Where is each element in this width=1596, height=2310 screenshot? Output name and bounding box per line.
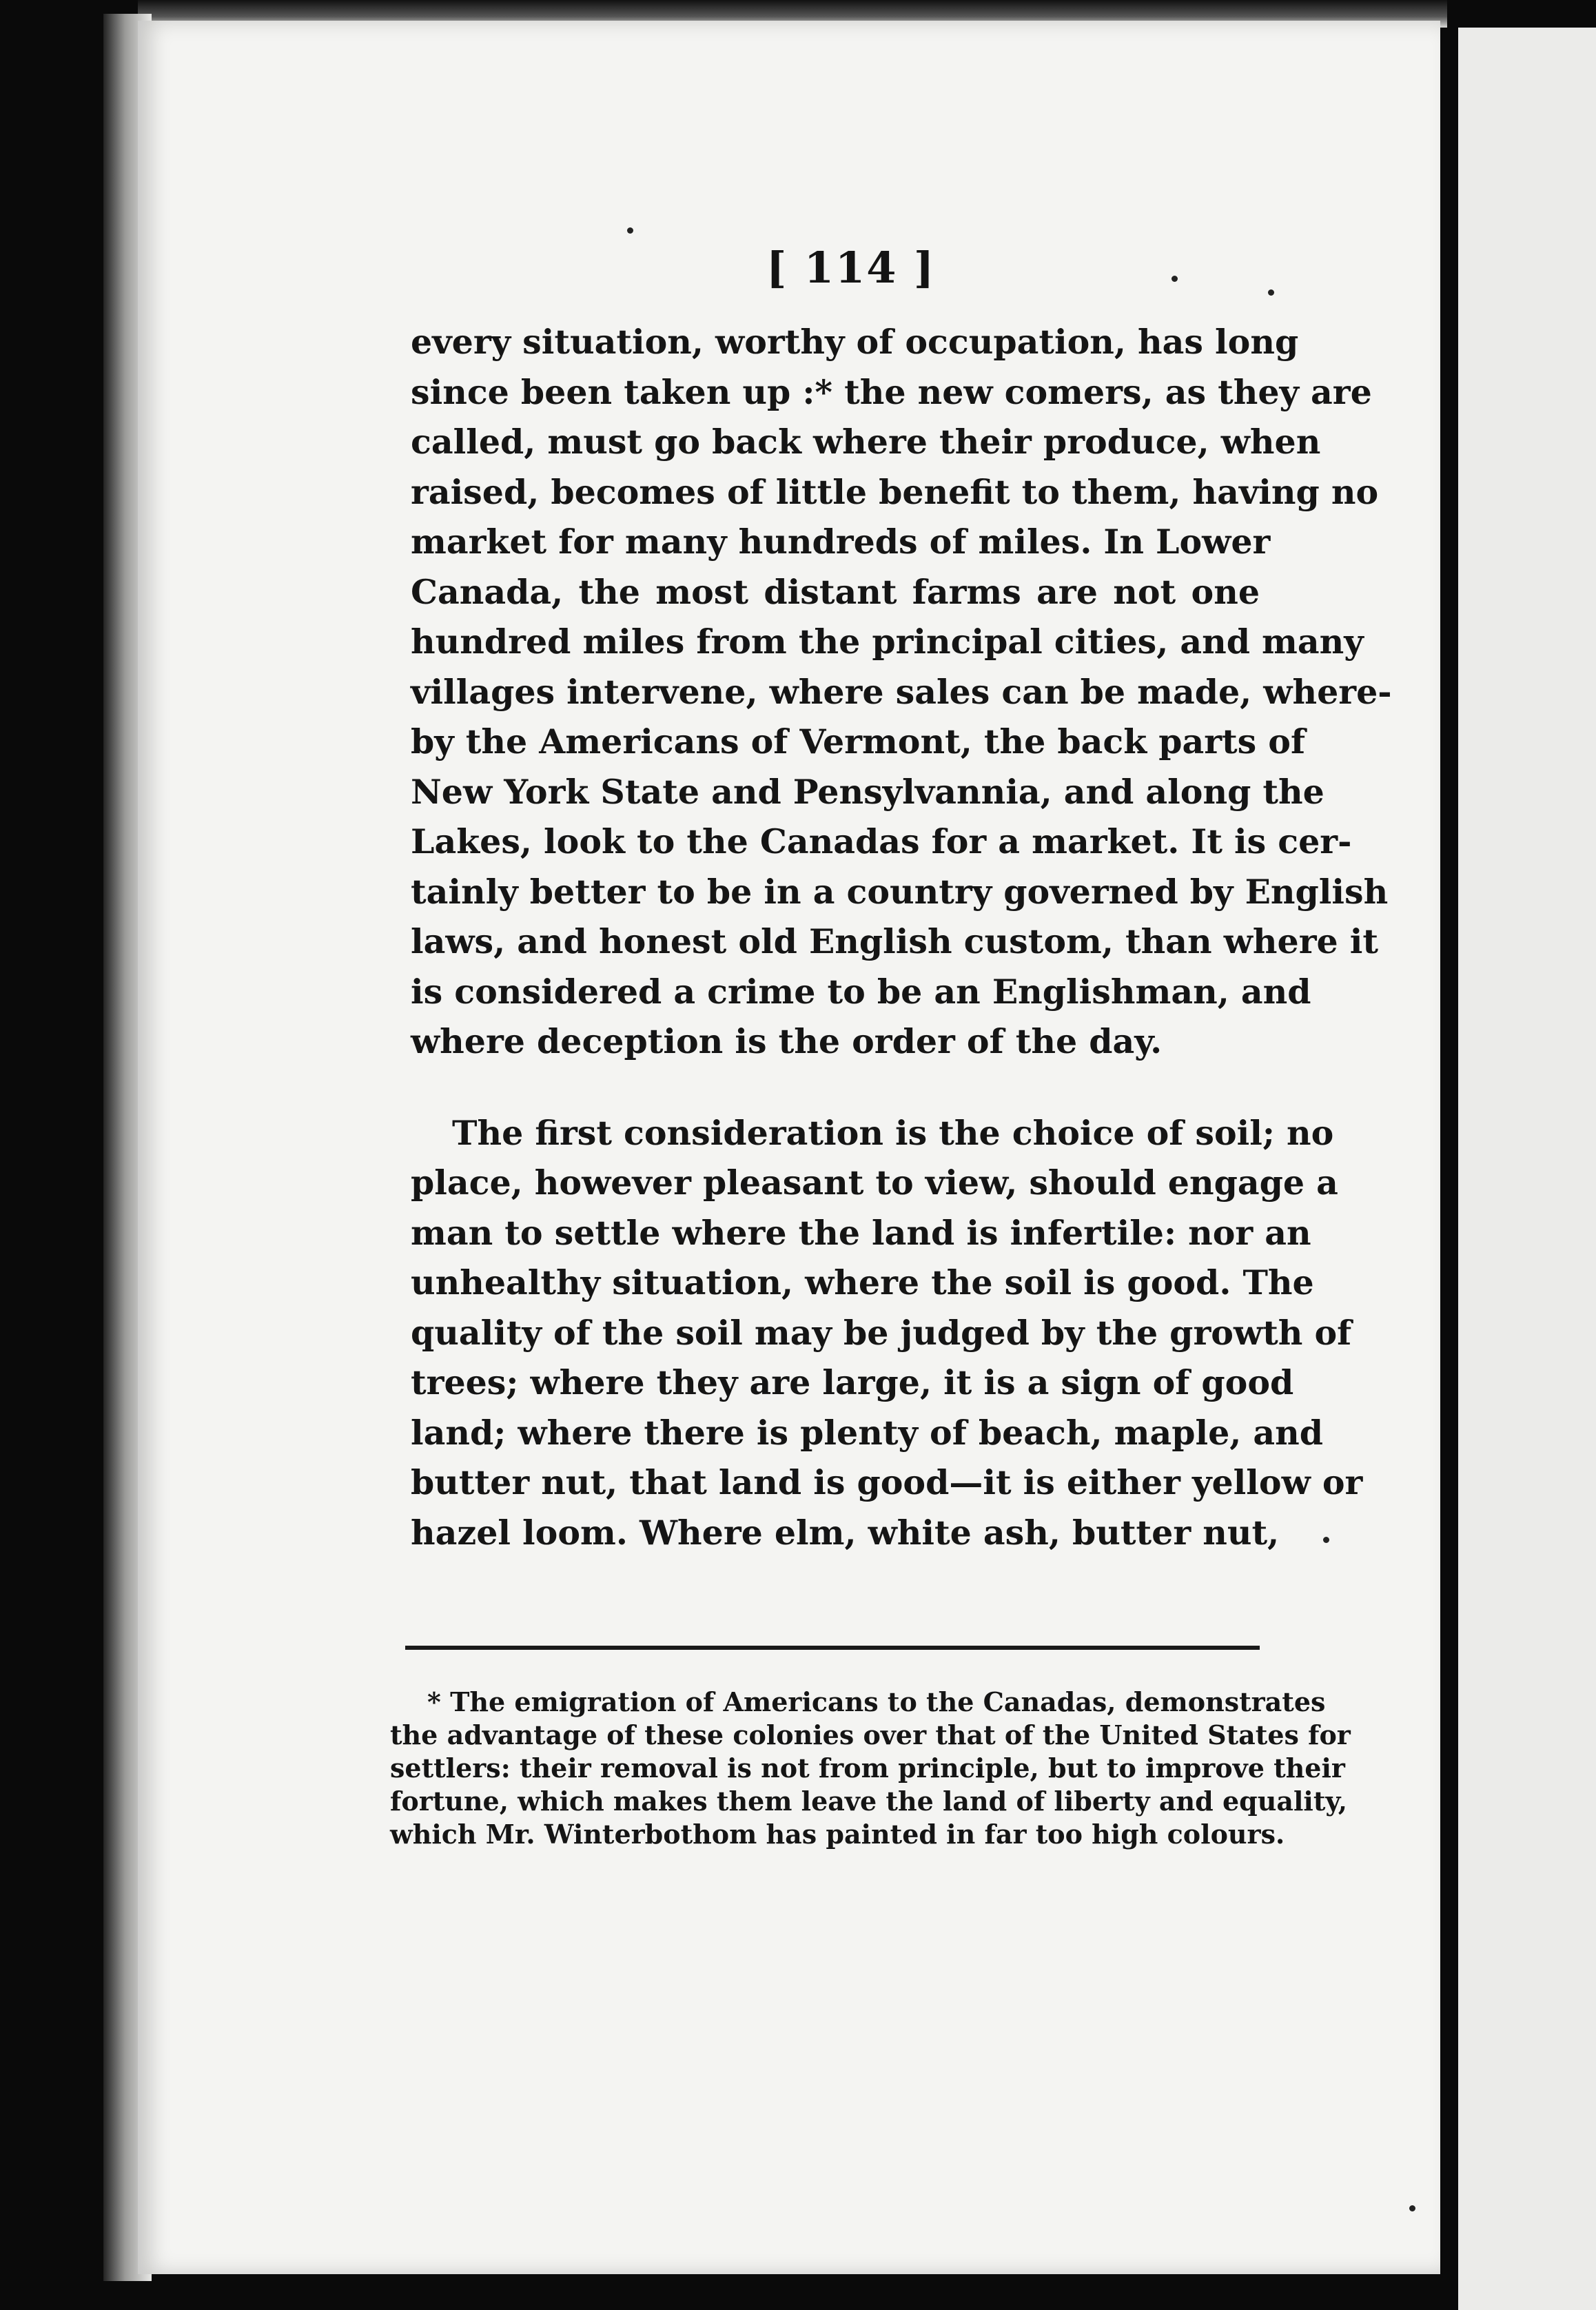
ink-speck: [1268, 289, 1274, 296]
text-line: called, must go back where their produce, when: [411, 422, 1321, 462]
text-line: hundred miles from the principal cities, and many: [411, 622, 1364, 662]
text-line: butter nut, that land is good—it is either yellow or: [411, 1462, 1363, 1502]
footnote-line: fortune, which makes them leave the land of liberty and equality,: [390, 1786, 1348, 1817]
ink-speck: [1409, 2205, 1415, 2211]
text-line: place, however pleasant to view, should engage a: [411, 1163, 1338, 1203]
text-line: raised, becomes of little benefit to them, having no: [411, 471, 1379, 512]
text-line: since been taken up :* the new comers, as they are: [411, 371, 1372, 412]
text-line: laws, and honest old English custom, than where it: [411, 921, 1378, 961]
body-text: [411, 317, 1392, 1557]
page-number: [ 114 ]: [766, 243, 936, 293]
text-line: The first consideration is the choice of soil; no: [452, 1112, 1334, 1153]
footnote-rule: [405, 1646, 1260, 1650]
text-line: land; where there is plenty of beach, maple, and: [411, 1412, 1324, 1453]
text-line: unhealthy situation, where the soil is good. The: [411, 1263, 1314, 1302]
ink-speck: [627, 227, 633, 234]
text-line: by the Americans of Vermont, the back parts of: [411, 722, 1306, 762]
text-line: Canada, the most distant farms are not one: [411, 571, 1260, 612]
ink-speck: [1172, 276, 1178, 282]
facing-page-edge: [1458, 28, 1596, 2310]
text-line: where deception is the order of the day.: [411, 1021, 1163, 1061]
footnote-line: * The emigration of Americans to the Canadas, demonstrates: [427, 1686, 1326, 1717]
text-line: every situation, worthy of occupation, has long: [411, 322, 1299, 362]
text-line: tainly better to be in a country governed by English: [411, 871, 1389, 912]
text-line: quality of the soil may be judged by the growth of: [411, 1312, 1352, 1353]
paragraph-1: [411, 317, 1392, 1067]
text-line: hazel loom. Where elm, white ash, butter nut,: [411, 1512, 1280, 1553]
footnote-line: the advantage of these colonies over that of the United States for: [390, 1719, 1351, 1750]
text-line: man to settle where the land is infertile: nor an: [411, 1212, 1311, 1253]
text-line: Lakes, look to the Canadas for a market. It is cer-: [411, 821, 1352, 861]
ink-speck: [1323, 1537, 1329, 1543]
text-line: is considered a crime to be an Englishman, and: [411, 971, 1311, 1012]
footnote: [390, 1686, 1351, 1851]
text-line: villages intervene, where sales can be made, where-: [411, 671, 1392, 712]
paragraph-2: [411, 1108, 1363, 1558]
paragraph-gap: [411, 1067, 1260, 1108]
text-line: trees; where they are large, it is a sign of good: [411, 1362, 1294, 1402]
footnote-line: settlers: their removal is not from principle, but to improve their: [390, 1752, 1345, 1783]
footnote-line: which Mr. Winterbothom has painted in far too high colours.: [390, 1819, 1285, 1850]
text-line: New York State and Pensylvannia, and along the: [411, 771, 1324, 812]
text-line: market for many hundreds of miles. In Lower: [411, 522, 1271, 562]
binding-gutter: [1440, 28, 1458, 2310]
